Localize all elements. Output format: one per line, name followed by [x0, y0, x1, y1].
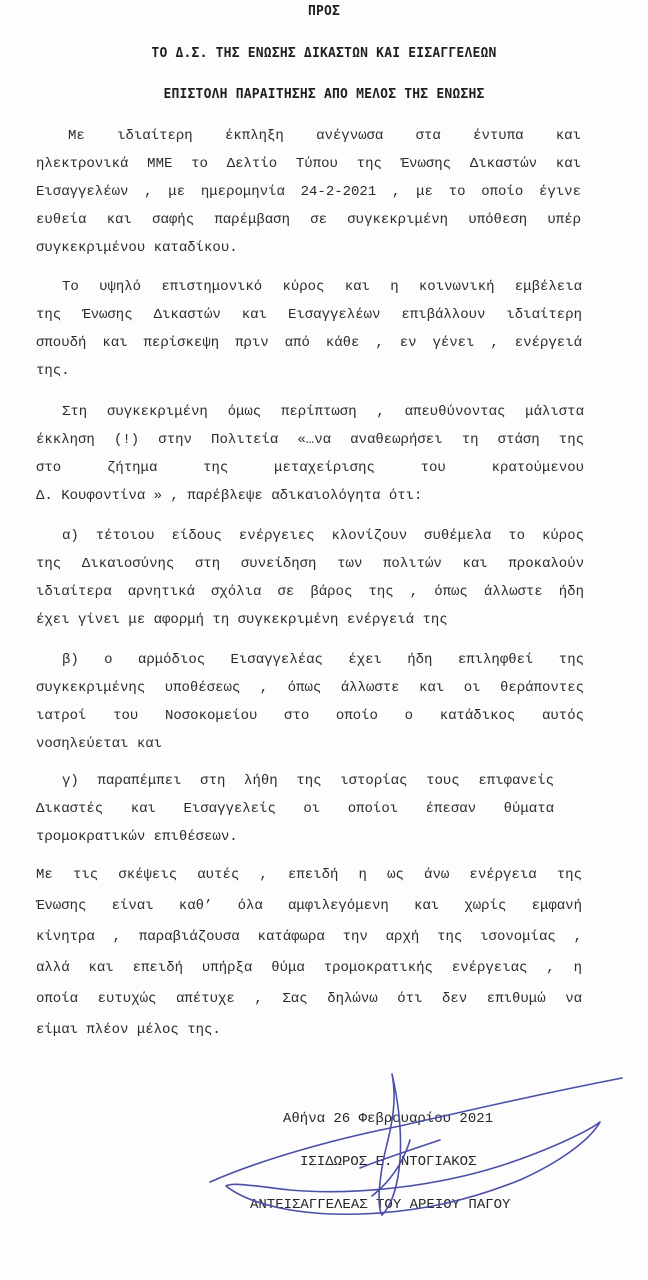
- text-line: στο ζήτημα της μεταχείρισης του κρατούμενου: [36, 460, 584, 476]
- text-line: Δ. Κουφοντίνα » , παρέβλεψε αδικαιολόγητα ότι:: [36, 488, 423, 504]
- place-date: Αθήνα 26 Φεβρουαρίου 2021: [283, 1111, 494, 1127]
- recipient-label: ΠΡΟΣ: [307, 4, 341, 19]
- text-line: σπουδή και περίσκεψη πριν από κάθε , εν γένει , ενέργειά: [36, 335, 582, 351]
- text-line: κίνητρα , παραβιάζουσα κατάφωρα την αρχή της ισονομίας ,: [36, 929, 582, 945]
- text-line: τρομοκρατικών επιθέσεων.: [36, 829, 238, 845]
- text-line: β) ο αρμόδιος Εισαγγελέας έχει ήδη επιληφθεί της: [62, 652, 584, 668]
- text-line: Δικαστές και Εισαγγελείς οι οποίοι έπεσαν θύματα: [36, 801, 554, 817]
- text-line: Στη συγκεκριμένη όμως περίπτωση , απευθύνοντας μάλιστα: [62, 404, 584, 420]
- subject-heading: ΕΠΙΣΤΟΛΗ ΠΑΡΑΙΤΗΣΗΣ ΑΠΟ ΜΕΛΟΣ ΤΗΣ ΕΝΩΣΗΣ: [163, 87, 485, 102]
- text-line: ιατροί του Νοσοκομείου στο οποίο ο κατάδικος αυτός: [36, 708, 584, 724]
- text-line: Το υψηλό επιστημονικό κύρος και η κοινωνική εμβέλεια: [62, 279, 582, 295]
- text-line: γ) παραπέμπει στη λήθη της ιστορίας τους επιφανείς: [62, 773, 554, 789]
- text-line: έκκληση (!) στην Πολιτεία «…να αναθεωρήσει τη στάση της: [36, 432, 584, 448]
- signatory-name: ΙΣΙΔΩΡΟΣ Ε. ΝΤΟΓΙΑΚΟΣ: [300, 1154, 477, 1170]
- text-line: Με ιδιαίτερη έκπληξη ανέγνωσα στα έντυπα και: [68, 128, 581, 144]
- text-line: συγκεκριμένης υποθέσεως , όπως άλλωστε και οι θεράποντες: [36, 680, 584, 696]
- text-line: ιδιαίτερα αρνητικά σχόλια σε βάρος της , όπως άλλωστε ήδη: [36, 584, 584, 600]
- text-line: οποία ευτυχώς απέτυχε , Σας δηλώνω ότι δεν επιθυμώ να: [36, 991, 582, 1007]
- text-line: συγκεκριμένου καταδίκου.: [36, 240, 238, 256]
- text-line: Με τις σκέψεις αυτές , επειδή η ως άνω ενέργεια της: [36, 867, 582, 883]
- text-line: ηλεκτρονικά ΜΜΕ το Δελτίο Τύπου της Ένωσης Δικαστών και: [36, 156, 581, 172]
- signatory-title: ΑΝΤΕΙΣΑΓΓΕΛΕΑΣ ΤΟΥ ΑΡΕΙΟΥ ΠΑΓΟΥ: [250, 1197, 511, 1213]
- text-line: έχει γίνει με αφορμή τη συγκεκριμένη ενέργειά της: [36, 612, 448, 628]
- text-line: ευθεία και σαφής παρέμβαση σε συγκεκριμένη υπόθεση υπέρ: [36, 212, 581, 228]
- text-line: της Δικαιοσύνης στη συνείδηση των πολιτών και προκαλούν: [36, 556, 584, 572]
- recipient-heading: ΤΟ Δ.Σ. ΤΗΣ ΕΝΩΣΗΣ ΔΙΚΑΣΤΩΝ ΚΑΙ ΕΙΣΑΓΓΕΛΕΩΝ: [151, 46, 497, 61]
- text-line: α) τέτοιου είδους ενέργειες κλονίζουν συθέμελα το κύρος: [62, 528, 584, 544]
- text-line: είμαι πλέον μέλος της.: [36, 1022, 221, 1038]
- text-line: Ένωσης είναι καθ’ όλα αμφιλεγόμενη και χωρίς εμφανή: [36, 898, 582, 914]
- text-line: αλλά και επειδή υπήρξα θύμα τρομοκρατικής ενέργειας , η: [36, 960, 582, 976]
- text-line: της Ένωσης Δικαστών και Εισαγγελέων επιβάλλουν ιδιαίτερη: [36, 307, 582, 323]
- text-line: Εισαγγελέων , με ημερομηνία 24-2-2021 , με το οποίο έγινε: [36, 184, 581, 200]
- text-line: της.: [36, 363, 70, 379]
- text-line: νοσηλεύεται και: [36, 736, 163, 752]
